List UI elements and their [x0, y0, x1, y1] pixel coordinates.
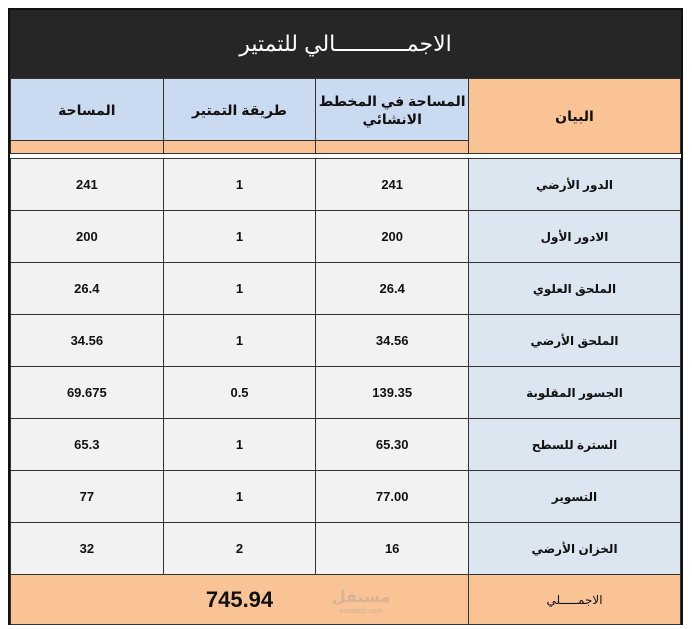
table-row — [11, 523, 681, 575]
table-row — [11, 315, 681, 367]
area-cell: 34.56 — [11, 315, 164, 367]
watermark-subtext: mostaql.com — [339, 608, 383, 615]
plan-area-cell: 34.56 — [316, 315, 469, 367]
area-cell: 200 — [11, 211, 164, 263]
method-cell: 1 — [163, 263, 316, 315]
plan-area-cell: 16 — [316, 523, 469, 575]
method-cell: 0.5 — [163, 367, 316, 419]
plan-area-cell: 200 — [316, 211, 469, 263]
area-cell: 32 — [11, 523, 164, 575]
header-method: طريقة التمتير — [163, 79, 316, 141]
total-value: 745.94 — [205, 586, 274, 612]
total-value-cell — [11, 575, 469, 625]
table-row — [11, 471, 681, 523]
row-label: الملحق الأرضي — [469, 315, 681, 367]
area-cell: 65.3 — [11, 419, 164, 471]
table-row — [11, 159, 681, 211]
watermark-text: مستقل — [331, 589, 391, 606]
total-label: الاجمـــــلي — [469, 575, 681, 625]
area-cell: 77 — [11, 471, 164, 523]
measurement-table — [10, 78, 681, 625]
row-label: الملحق العلوي — [469, 263, 681, 315]
method-cell: 1 — [163, 419, 316, 471]
area-cell: 241 — [11, 159, 164, 211]
method-cell: 1 — [163, 159, 316, 211]
plan-area-cell: 139.35 — [316, 367, 469, 419]
sheet-frame — [8, 8, 683, 625]
total-row — [11, 575, 681, 625]
header-plan-area: المساحة في المخطط الانشائي — [316, 79, 469, 141]
spacer-cell — [316, 141, 469, 154]
plan-area-cell: 26.4 — [316, 263, 469, 315]
watermark-logo — [321, 585, 401, 615]
table-row — [11, 367, 681, 419]
table-row — [11, 263, 681, 315]
table-row — [11, 419, 681, 471]
row-label: التسوير — [469, 471, 681, 523]
row-label: الادور الأول — [469, 211, 681, 263]
header-bayan: البيان — [469, 79, 681, 154]
plan-area-cell: 77.00 — [316, 471, 469, 523]
method-cell: 1 — [163, 471, 316, 523]
header-area: المساحة — [11, 79, 164, 141]
row-label: السترة للسطح — [469, 419, 681, 471]
plan-area-cell: 65.30 — [316, 419, 469, 471]
method-cell: 1 — [163, 315, 316, 367]
plan-area-cell: 241 — [316, 159, 469, 211]
area-cell: 26.4 — [11, 263, 164, 315]
sheet-title: الاجمـــــــــــالي للتمتير — [10, 10, 681, 78]
row-label: الجسور المقلوبة — [469, 367, 681, 419]
spacer-cell — [163, 141, 316, 154]
table-row — [11, 211, 681, 263]
spacer-cell — [11, 141, 164, 154]
row-label: الخزان الأرضي — [469, 523, 681, 575]
method-cell: 1 — [163, 211, 316, 263]
method-cell: 2 — [163, 523, 316, 575]
area-cell: 69.675 — [11, 367, 164, 419]
row-label: الدور الأرضي — [469, 159, 681, 211]
